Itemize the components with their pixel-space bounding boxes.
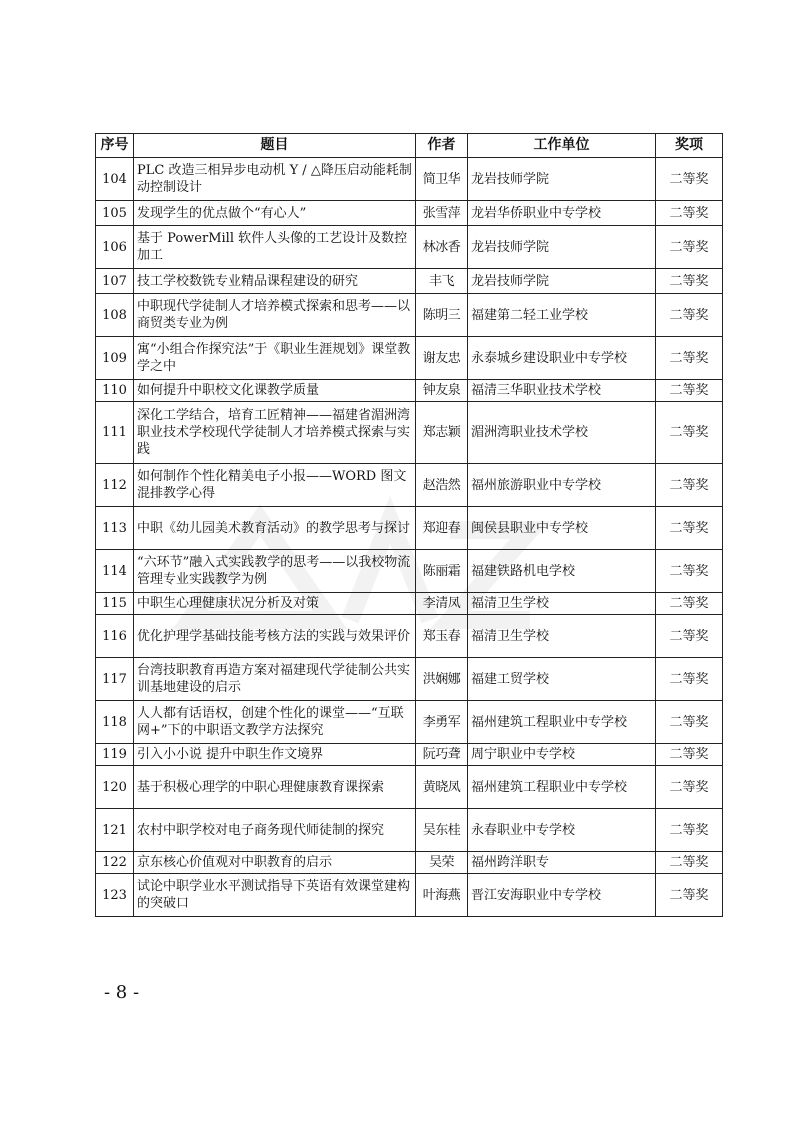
table-row xyxy=(96,874,723,917)
row-author: 洪娴娜 xyxy=(416,658,468,701)
header-unit: 工作单位 xyxy=(468,134,656,158)
row-award: 二等奖 xyxy=(656,507,723,550)
table-row xyxy=(96,766,723,809)
row-title: 深化工学结合，培育工匠精神——福建省湄洲湾职业技术学校现代学徒制人才培养模式探索与实践 xyxy=(134,402,416,464)
row-author: 叶海燕 xyxy=(416,874,468,917)
row-award: 二等奖 xyxy=(656,550,723,593)
table-row xyxy=(96,809,723,852)
row-award: 二等奖 xyxy=(656,294,723,337)
row-award: 二等奖 xyxy=(656,402,723,464)
row-author: 陈明三 xyxy=(416,294,468,337)
row-author: 钟友泉 xyxy=(416,380,468,402)
table-row xyxy=(96,852,723,874)
header-title: 题目 xyxy=(134,134,416,158)
table-row xyxy=(96,294,723,337)
row-unit: 福州建筑工程职业中专学校 xyxy=(468,766,656,809)
row-unit: 龙岩技师学院 xyxy=(468,269,656,294)
row-unit: 福州跨洋职专 xyxy=(468,852,656,874)
table-row xyxy=(96,158,723,201)
row-number: 114 xyxy=(96,550,134,593)
row-unit: 福建工贸学校 xyxy=(468,658,656,701)
row-unit: 永泰城乡建设职业中专学校 xyxy=(468,337,656,380)
row-number: 110 xyxy=(96,380,134,402)
row-award: 二等奖 xyxy=(656,593,723,615)
row-award: 二等奖 xyxy=(656,701,723,744)
row-award: 二等奖 xyxy=(656,226,723,269)
table-row xyxy=(96,658,723,701)
row-number: 109 xyxy=(96,337,134,380)
row-author: 张雪萍 xyxy=(416,201,468,226)
row-title: 如何制作个性化精美电子小报——WORD 图文混排教学心得 xyxy=(134,464,416,507)
table-row xyxy=(96,464,723,507)
row-award: 二等奖 xyxy=(656,201,723,226)
row-unit: 福州旅游职业中专学校 xyxy=(468,464,656,507)
row-award: 二等奖 xyxy=(656,744,723,766)
row-author: 李勇军 xyxy=(416,701,468,744)
row-number: 105 xyxy=(96,201,134,226)
row-number: 104 xyxy=(96,158,134,201)
row-number: 107 xyxy=(96,269,134,294)
row-award: 二等奖 xyxy=(656,380,723,402)
row-title: 寓“小组合作探究法”于《职业生涯规划》课堂教学之中 xyxy=(134,337,416,380)
row-unit: 闽侯县职业中专学校 xyxy=(468,507,656,550)
row-unit: 龙岩华侨职业中专学校 xyxy=(468,201,656,226)
table-row xyxy=(96,593,723,615)
row-title: 引入小小说 提升中职生作文境界 xyxy=(134,744,416,766)
row-title: 中职生心理健康状况分析及对策 xyxy=(134,593,416,615)
row-title: 台湾技职教育再造方案对福建现代学徒制公共实训基地建设的启示 xyxy=(134,658,416,701)
row-title: “六环节”融入式实践教学的思考——以我校物流管理专业实践教学为例 xyxy=(134,550,416,593)
row-title: 农村中职学校对电子商务现代师徒制的探究 xyxy=(134,809,416,852)
row-author: 李清凤 xyxy=(416,593,468,615)
row-award: 二等奖 xyxy=(656,269,723,294)
table-row xyxy=(96,507,723,550)
row-unit: 龙岩技师学院 xyxy=(468,226,656,269)
row-author: 林冰香 xyxy=(416,226,468,269)
row-unit: 湄洲湾职业技术学校 xyxy=(468,402,656,464)
table-row xyxy=(96,201,723,226)
row-title: 技工学校数铣专业精品课程建设的研究 xyxy=(134,269,416,294)
table-row xyxy=(96,701,723,744)
row-number: 117 xyxy=(96,658,134,701)
row-unit: 福州建筑工程职业中专学校 xyxy=(468,701,656,744)
row-number: 116 xyxy=(96,615,134,658)
row-unit: 周宁职业中专学校 xyxy=(468,744,656,766)
table-row xyxy=(96,744,723,766)
row-title: 人人都有话语权，创建个性化的课堂——“互联网+”下的中职语文教学方法探究 xyxy=(134,701,416,744)
row-award: 二等奖 xyxy=(656,809,723,852)
header-author: 作者 xyxy=(416,134,468,158)
row-number: 121 xyxy=(96,809,134,852)
row-unit: 福建第二轻工业学校 xyxy=(468,294,656,337)
row-award: 二等奖 xyxy=(656,852,723,874)
row-title: 发现学生的优点做个“有心人” xyxy=(134,201,416,226)
row-award: 二等奖 xyxy=(656,464,723,507)
row-title: 如何提升中职校文化课教学质量 xyxy=(134,380,416,402)
row-author: 郑玉春 xyxy=(416,615,468,658)
row-author: 阮巧聋 xyxy=(416,744,468,766)
row-number: 123 xyxy=(96,874,134,917)
row-title: 中职现代学徒制人才培养模式探索和思考——以商贸类专业为例 xyxy=(134,294,416,337)
awards-table xyxy=(95,133,723,917)
row-number: 122 xyxy=(96,852,134,874)
row-title: 优化护理学基础技能考核方法的实践与效果评价 xyxy=(134,615,416,658)
row-author: 谢友忠 xyxy=(416,337,468,380)
table-row xyxy=(96,402,723,464)
row-author: 吴荣 xyxy=(416,852,468,874)
table-row xyxy=(96,226,723,269)
row-title: 试论中职学业水平测试指导下英语有效课堂建构的突破口 xyxy=(134,874,416,917)
row-award: 二等奖 xyxy=(656,874,723,917)
table-row xyxy=(96,550,723,593)
row-number: 120 xyxy=(96,766,134,809)
row-number: 118 xyxy=(96,701,134,744)
row-number: 111 xyxy=(96,402,134,464)
row-author: 黄晓凤 xyxy=(416,766,468,809)
row-author: 简卫华 xyxy=(416,158,468,201)
row-title: 京东核心价值观对中职教育的启示 xyxy=(134,852,416,874)
row-unit: 晋江安海职业中专学校 xyxy=(468,874,656,917)
header-no: 序号 xyxy=(96,134,134,158)
row-unit: 福清卫生学校 xyxy=(468,593,656,615)
row-number: 115 xyxy=(96,593,134,615)
row-title: 基于积极心理学的中职心理健康教育课探索 xyxy=(134,766,416,809)
table-row xyxy=(96,615,723,658)
page-number: - 8 - xyxy=(104,982,140,1003)
row-award: 二等奖 xyxy=(656,766,723,809)
row-award: 二等奖 xyxy=(656,658,723,701)
row-unit: 龙岩技师学院 xyxy=(468,158,656,201)
row-title: PLC 改造三相异步电动机 Y / △降压启动能耗制动控制设计 xyxy=(134,158,416,201)
row-author: 陈丽霜 xyxy=(416,550,468,593)
table-row xyxy=(96,269,723,294)
row-number: 112 xyxy=(96,464,134,507)
row-number: 106 xyxy=(96,226,134,269)
row-number: 113 xyxy=(96,507,134,550)
table-row xyxy=(96,337,723,380)
row-author: 丰飞 xyxy=(416,269,468,294)
row-title: 基于 PowerMill 软件人头像的工艺设计及数控加工 xyxy=(134,226,416,269)
row-award: 二等奖 xyxy=(656,337,723,380)
row-unit: 福建铁路机电学校 xyxy=(468,550,656,593)
row-unit: 福清三华职业技术学校 xyxy=(468,380,656,402)
row-number: 108 xyxy=(96,294,134,337)
header-award: 奖项 xyxy=(656,134,723,158)
row-unit: 福清卫生学校 xyxy=(468,615,656,658)
row-number: 119 xyxy=(96,744,134,766)
row-award: 二等奖 xyxy=(656,158,723,201)
row-award: 二等奖 xyxy=(656,615,723,658)
table-row xyxy=(96,380,723,402)
row-author: 郑迎春 xyxy=(416,507,468,550)
row-author: 赵浩然 xyxy=(416,464,468,507)
row-title: 中职《幼儿园美术教育活动》的教学思考与探讨 xyxy=(134,507,416,550)
row-author: 吴东桂 xyxy=(416,809,468,852)
row-author: 郑志颖 xyxy=(416,402,468,464)
row-unit: 永春职业中专学校 xyxy=(468,809,656,852)
table-header-row xyxy=(96,134,723,158)
